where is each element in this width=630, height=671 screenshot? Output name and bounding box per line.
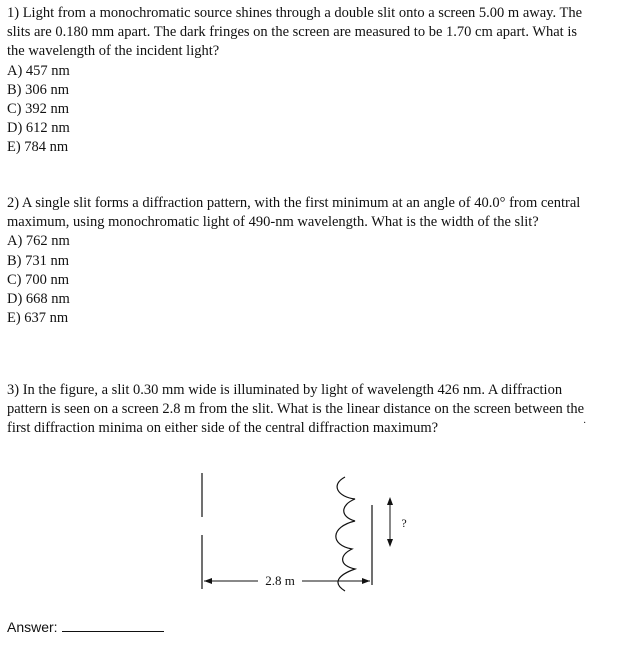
question-2-stem: 2) A single slit forms a diffraction pattern, with the first minimum at an angle of 40.0° from central maximum, using monochromatic light of 490-nm wavelength. What is the width of the slit? <box>7 195 581 231</box>
unknown-label: ? <box>401 516 407 530</box>
answer-row <box>7 617 164 635</box>
question-2-option-c: C) 700 nm <box>7 271 70 288</box>
question-1-option-d: D) 612 nm <box>7 120 70 137</box>
stray-mark: · <box>583 418 587 429</box>
question-2-option-b: B) 731 nm <box>7 252 70 269</box>
distance-arrowhead-right <box>362 578 370 584</box>
question-2 <box>7 194 597 328</box>
question-3-stem: 3) In the figure, a slit 0.30 mm wide is illuminated by light of wavelength 426 nm. A diffraction pattern is seen on a screen 2.8 m from the slit. What is the linear distance on the screen between the first diffraction minima on either side of the central diffraction maximum? <box>7 382 585 437</box>
question-1-option-c: C) 392 nm <box>7 101 70 118</box>
question-3 <box>7 381 597 439</box>
question-2-option-a: A) 762 nm <box>7 233 70 250</box>
diffraction-figure <box>190 465 420 600</box>
question-1 <box>7 4 597 158</box>
question-2-option-d: D) 668 nm <box>7 291 70 308</box>
diffraction-pattern-curve <box>336 477 355 591</box>
answer-blank[interactable] <box>62 617 164 632</box>
question-1-option-e: E) 784 nm <box>7 139 69 156</box>
question-1-option-b: B) 306 nm <box>7 81 70 98</box>
question-1-option-a: A) 457 nm <box>7 62 70 79</box>
distance-arrowhead-left <box>204 578 212 584</box>
answer-label: Answer: <box>7 619 58 635</box>
question-1-stem: 1) Light from a monochromatic source shines through a double slit onto a screen 5.00 m away. The slits are 0.180 mm apart. The dark fringes on the screen are measured to be 1.70 cm apart. What is the wavelength of the incident light? <box>7 5 583 60</box>
distance-label: 2.8 m <box>265 573 295 588</box>
question-2-option-e: E) 637 nm <box>7 310 69 327</box>
